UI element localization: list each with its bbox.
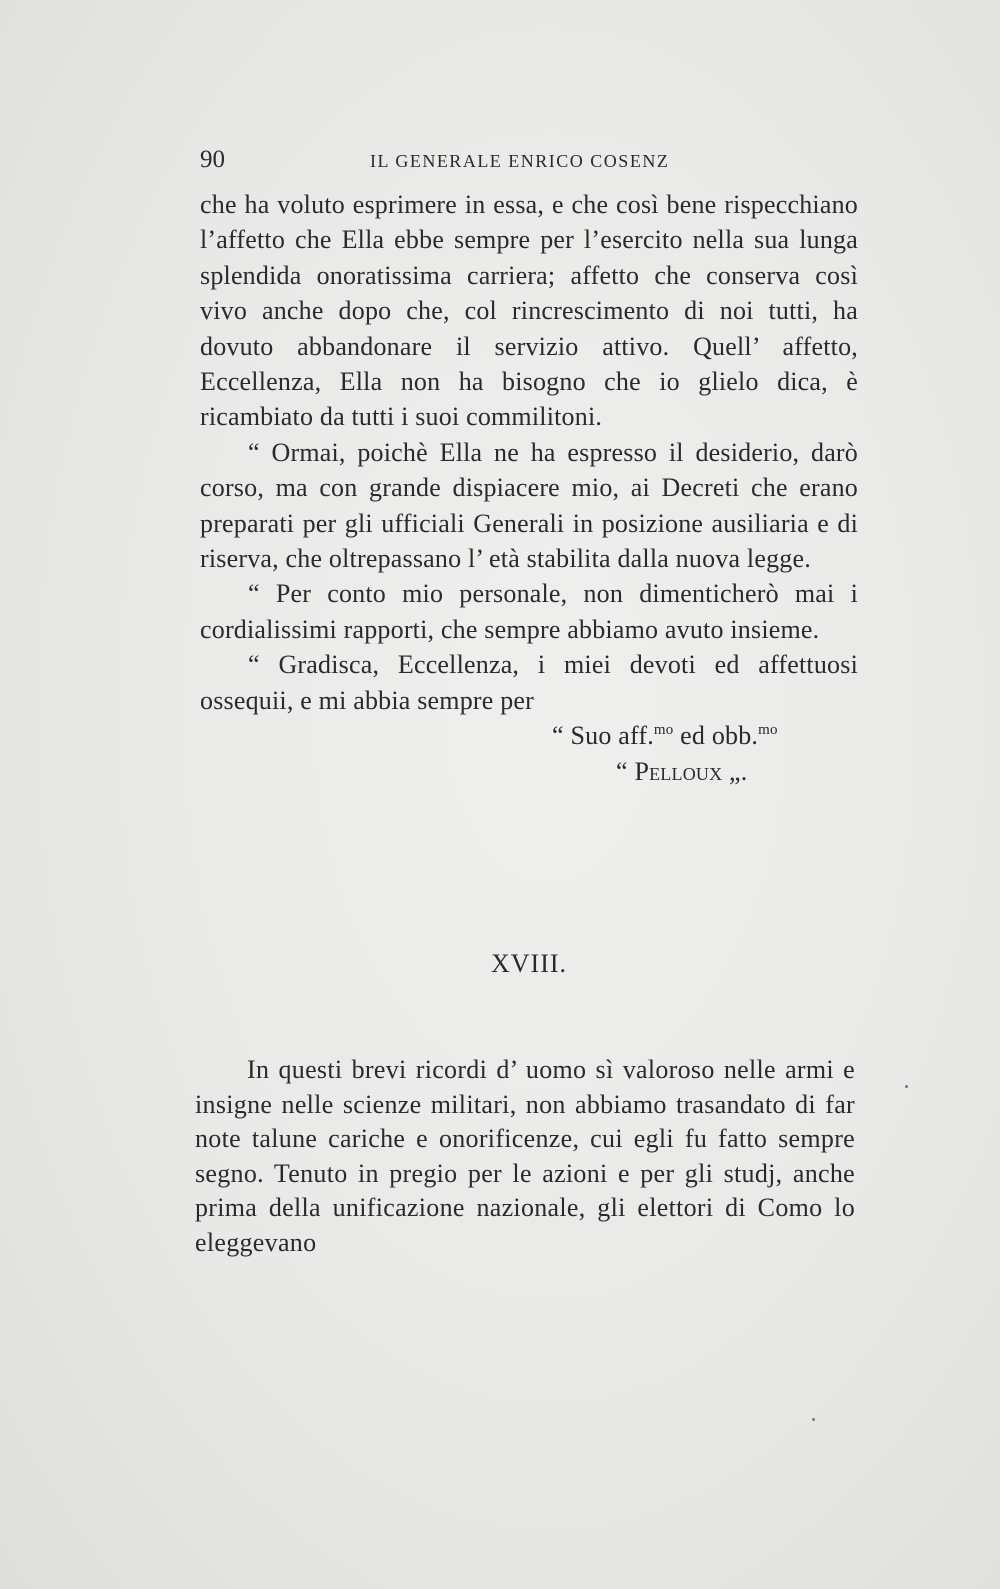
page-header <box>200 146 856 174</box>
closing-salutation <box>200 718 858 753</box>
open-quote: “ <box>552 721 571 751</box>
paper-speck <box>905 1085 908 1088</box>
closing-text: Suo aff. <box>570 721 654 751</box>
superscript: mo <box>758 722 778 739</box>
paragraph: “ Ormai, poichè Ella ne ha espresso il desiderio, darò corso, ma con grande dispiacere mio, ai Decreti che erano preparati per gli ufficiali Generali in posizione ausiliaria e di riserva, che oltrepassano l’ età stabilita dalla nuova legge. <box>200 437 858 574</box>
section-text <box>195 1053 855 1261</box>
signatory-name: Pelloux <box>634 756 723 786</box>
superscript: mo <box>653 722 674 739</box>
paragraph: “ Gradisca, Eccellenza, i miei devoti ed affettuosi ossequii, e mi abbia sempre per <box>200 650 858 715</box>
signature <box>200 754 858 789</box>
closing-text: ed obb. <box>673 721 759 751</box>
paragraph: che ha voluto esprimere in essa, e che così bene rispecchiano l’affetto che Ella ebbe sempre per l’esercito nella sua lunga splendida onoratissima carriera; affetto che conserva così vivo anche dopo che, col rincrescimento di noi tutti, ha dovuto abbandonare il servizio attivo. Quell’ affetto, Eccellenza, Ella non ha bisogno che io glielo dica, è ricambiato da tutti i suoi commilitoni. <box>200 190 858 432</box>
paragraph: In questi brevi ricordi d’ uomo sì valoroso nelle armi e insigne nelle scienze militari, non abbiamo trasandato di far note talune cariche e onorificenze, cui egli fu fatto sempre segno. Tenuto in pregio per le azioni e per gli studj, anche prima della unificazione nazionale, gli elettori di Como lo eleggevano <box>195 1055 855 1257</box>
letter-text <box>200 187 858 789</box>
paper-speck <box>812 1418 815 1421</box>
open-quote: “ <box>616 756 635 786</box>
running-head: IL GENERALE ENRICO COSENZ <box>370 151 670 171</box>
page-number: 90 <box>200 146 225 173</box>
close-quote: „. <box>722 756 748 786</box>
paragraph: “ Per conto mio personale, non dimenticherò mai i cordialissimi rapporti, che sempre abbiamo avuto insieme. <box>200 579 858 644</box>
section-heading: XVIII. <box>490 949 568 978</box>
